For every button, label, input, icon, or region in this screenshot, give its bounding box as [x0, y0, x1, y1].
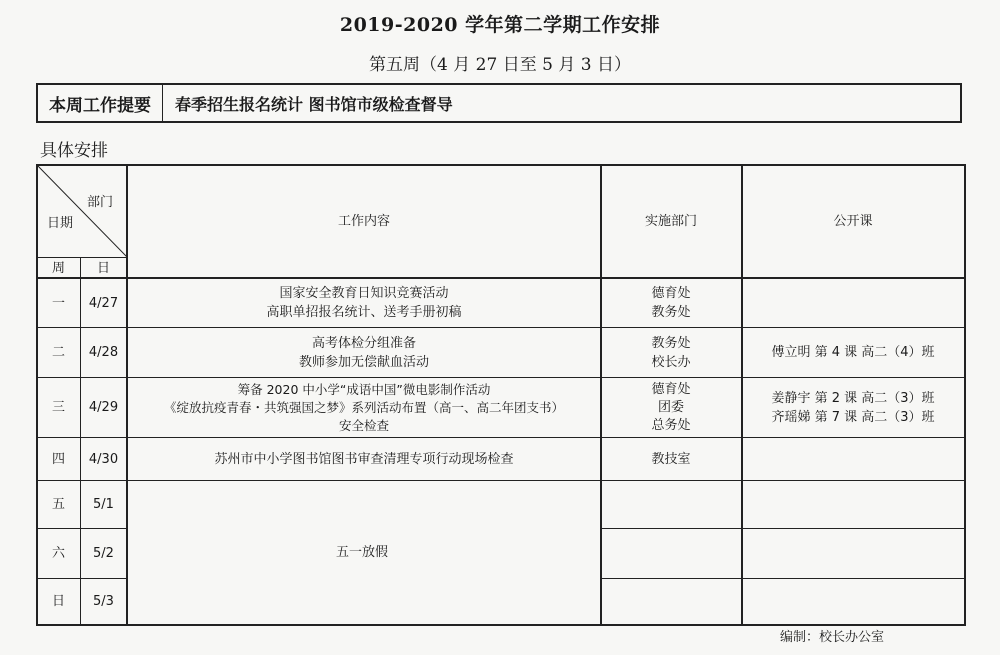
table-row-week: 日	[51, 594, 65, 609]
table-row-date: 5/1	[93, 497, 114, 512]
table-row-open-class: 姜静宇 第 2 课 高二（3）班 齐瑶娣 第 7 课 高二（3）班	[771, 390, 935, 425]
table-row-week: 四	[51, 451, 65, 467]
table-row-open-class	[742, 279, 964, 327]
compiled-by: 编制：校长办公室	[780, 630, 885, 645]
holiday-cell: 五一放假	[336, 545, 389, 560]
table-row-week: 六	[51, 546, 65, 561]
header-open-class: 公开课	[833, 213, 873, 229]
table-row-week: 三	[51, 400, 65, 415]
week-subtitle: 第五周（4 月 27 日至 5 月 3 日）	[369, 55, 631, 75]
header-week: 周	[51, 260, 65, 276]
table-row-date: 4/29	[88, 400, 119, 415]
header-content: 工作内容	[337, 213, 390, 229]
table-row-open-class	[742, 438, 964, 480]
table-row-dept: 教技室	[651, 451, 691, 467]
header-day: 日	[96, 260, 110, 276]
table-row-date: 5/3	[93, 594, 114, 609]
document-title: 2019-2020 学年第二学期工作安排	[339, 14, 661, 36]
table-row-date: 4/30	[88, 451, 119, 467]
summary-content: 春季招生报名统计 图书馆市级检查督导	[175, 94, 453, 114]
summary-label: 本周工作提要	[38, 85, 163, 121]
table-row-date: 4/27	[88, 295, 119, 311]
table-row-dept: 德育处 教务处	[651, 286, 691, 320]
weekly-summary-box	[36, 83, 962, 123]
section-title: 具体安排	[40, 141, 108, 161]
table-row-content: 国家安全教育日知识竞赛活动 高职单招报名统计、送考手册初稿	[266, 286, 462, 320]
table-row-dept: 德育处 团委 总务处	[651, 381, 691, 433]
table-row-date: 4/28	[88, 345, 119, 360]
header-dept: 实施部门	[644, 213, 697, 229]
table-row-week: 二	[51, 345, 65, 360]
table-row-content: 筹备 2020 中小学“成语中国”微电影制作活动 《绽放抗疫青春・共筑强国之梦》系列活动布置（高一、高二年团支书） 安全检查	[163, 381, 564, 433]
table-row-week: 一	[51, 295, 65, 311]
table-row-date: 5/2	[93, 546, 114, 561]
header-date-corner: 日期	[46, 215, 73, 231]
table-row-dept: 教务处 校长办	[651, 335, 691, 370]
header-dept-corner: 部门	[86, 194, 113, 210]
table-row-content: 高考体检分组准备 教师参加无偿献血活动	[298, 335, 429, 370]
table-row-content: 苏州市中小学图书馆图书审查清理专项行动现场检查	[214, 451, 514, 467]
table-row-open-class: 傅立明 第 4 课 高二（4）班	[771, 345, 935, 360]
table-row-week: 五	[51, 497, 65, 512]
